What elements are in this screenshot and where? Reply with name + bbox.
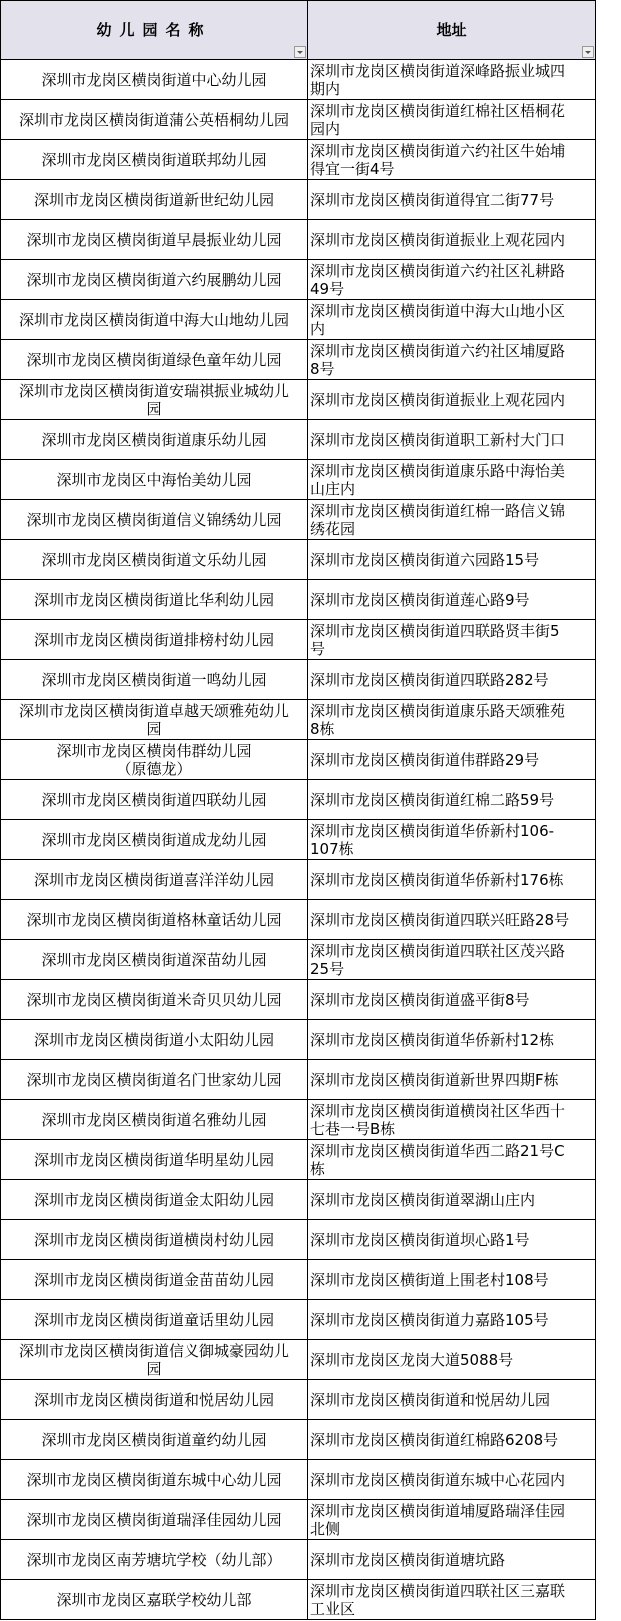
cell-name[interactable]: 深圳市龙岗区横岗街道名雅幼儿园 <box>1 1100 308 1139</box>
cell-name[interactable]: 深圳市龙岗区横岗街道蒲公英梧桐幼儿园 <box>1 100 308 139</box>
table-row <box>1 1220 596 1260</box>
cell-address[interactable]: 深圳市龙岗区横岗街道坝心路1号 <box>308 1220 596 1259</box>
cell-address[interactable]: 深圳市龙岗区横岗街道华侨新村12栋 <box>308 1020 596 1059</box>
table-row <box>1 1180 596 1220</box>
cell-address[interactable]: 深圳市龙岗区横岗街道中海大山地小区 内 <box>308 300 596 339</box>
table-row <box>1 1380 596 1420</box>
cell-address[interactable]: 深圳市龙岗区横岗街道盛平街8号 <box>308 980 596 1019</box>
cell-address[interactable]: 深圳市龙岗区龙岗大道5088号 <box>308 1340 596 1379</box>
filter-dropdown-icon[interactable] <box>294 46 306 58</box>
table-row <box>1 1540 596 1580</box>
cell-address[interactable]: 深圳市龙岗区横岗街道六约社区礼耕路 49号 <box>308 260 596 299</box>
table-row <box>1 1260 596 1300</box>
table-row <box>1 1020 596 1060</box>
cell-name[interactable]: 深圳市龙岗区横岗街道小太阳幼儿园 <box>1 1020 308 1059</box>
table-row <box>1 100 596 140</box>
cell-address[interactable]: 深圳市龙岗区横岗街道振业上观花园内 <box>308 380 596 419</box>
table-row <box>1 420 596 460</box>
cell-address[interactable]: 深圳市龙岗区横岗街道四联路282号 <box>308 660 596 699</box>
cell-address[interactable]: 深圳市龙岗区横岗街道六园路15号 <box>308 540 596 579</box>
table-row <box>1 1420 596 1460</box>
cell-name[interactable]: 深圳市龙岗区横岗街道金太阳幼儿园 <box>1 1180 308 1219</box>
cell-address[interactable]: 深圳市龙岗区横岗街道红棉路6208号 <box>308 1420 596 1459</box>
header-row <box>1 0 596 60</box>
cell-name[interactable]: 深圳市龙岗区横岗街道绿色童年幼儿园 <box>1 340 308 379</box>
cell-address[interactable]: 深圳市龙岗区横岗街道莲心路9号 <box>308 580 596 619</box>
cell-address[interactable]: 深圳市龙岗区横岗街道华侨新村106- 107栋 <box>308 820 596 859</box>
cell-name[interactable]: 深圳市龙岗区横岗街道格林童话幼儿园 <box>1 900 308 939</box>
cell-name[interactable]: 深圳市龙岗区横岗街道文乐幼儿园 <box>1 540 308 579</box>
table-row <box>1 620 596 660</box>
cell-name[interactable]: 深圳市龙岗区横岗街道米奇贝贝幼儿园 <box>1 980 308 1019</box>
cell-address[interactable]: 深圳市龙岗区横岗街道埔厦路瑞泽佳园 北侧 <box>308 1500 596 1539</box>
table-row <box>1 180 596 220</box>
cell-name[interactable]: 深圳市龙岗区横岗街道新世纪幼儿园 <box>1 180 308 219</box>
cell-address[interactable]: 深圳市龙岗区横岗街道四联社区茂兴路 25号 <box>308 940 596 979</box>
table-row <box>1 580 596 620</box>
table-row <box>1 1300 596 1340</box>
cell-name[interactable]: 深圳市龙岗区横岗伟群幼儿园 （原德龙） <box>1 740 308 779</box>
cell-name[interactable]: 深圳市龙岗区横岗街道华明星幼儿园 <box>1 1140 308 1179</box>
cell-address[interactable]: 深圳市龙岗区横岗街道红棉一路信义锦 绣花园 <box>308 500 596 539</box>
cell-name[interactable]: 深圳市龙岗区中海怡美幼儿园 <box>1 460 308 499</box>
cell-name[interactable]: 深圳市龙岗区横岗街道中海大山地幼儿园 <box>1 300 308 339</box>
cell-address[interactable]: 深圳市龙岗区横岗街道红棉社区梧桐花 园内 <box>308 100 596 139</box>
table-row <box>1 60 596 100</box>
filter-dropdown-icon[interactable] <box>582 46 594 58</box>
cell-address[interactable]: 深圳市龙岗区横岗街道四联路贤丰街5 号 <box>308 620 596 659</box>
table-body <box>1 60 596 1620</box>
table-row <box>1 1340 596 1380</box>
cell-name[interactable]: 深圳市龙岗区横岗街道比华利幼儿园 <box>1 580 308 619</box>
table-row <box>1 1060 596 1100</box>
cell-name[interactable]: 深圳市龙岗区横岗街道康乐幼儿园 <box>1 420 308 459</box>
cell-address[interactable]: 深圳市龙岗区横街道上围老村108号 <box>308 1260 596 1299</box>
cell-name[interactable]: 深圳市龙岗区横岗街道金苗苗幼儿园 <box>1 1260 308 1299</box>
cell-name[interactable]: 深圳市龙岗区横岗街道早晨振业幼儿园 <box>1 220 308 259</box>
cell-address[interactable]: 深圳市龙岗区横岗街道塘坑路 <box>308 1540 596 1579</box>
cell-name[interactable]: 深圳市龙岗区横岗街道名门世家幼儿园 <box>1 1060 308 1099</box>
cell-name[interactable]: 深圳市龙岗区横岗街道喜洋洋幼儿园 <box>1 860 308 899</box>
cell-address[interactable]: 深圳市龙岗区横岗街道翠湖山庄内 <box>308 1180 596 1219</box>
cell-address[interactable]: 深圳市龙岗区横岗街道得宜二街77号 <box>308 180 596 219</box>
cell-name[interactable]: 深圳市龙岗区横岗街道成龙幼儿园 <box>1 820 308 859</box>
cell-address[interactable]: 深圳市龙岗区横岗街道四联社区三嘉联 工业区 <box>308 1580 596 1619</box>
cell-name[interactable]: 深圳市龙岗区横岗街道和悦居幼儿园 <box>1 1380 308 1419</box>
table-row <box>1 1100 596 1140</box>
cell-address[interactable]: 深圳市龙岗区横岗街道东城中心花园内 <box>308 1460 596 1499</box>
table-row <box>1 1140 596 1180</box>
column-header-name[interactable] <box>1 1 308 59</box>
cell-address[interactable]: 深圳市龙岗区横岗街道康乐路天颂雅苑 8栋 <box>308 700 596 739</box>
table-row <box>1 940 596 980</box>
table-row <box>1 1500 596 1540</box>
cell-name[interactable]: 深圳市龙岗区横岗街道横岗村幼儿园 <box>1 1220 308 1259</box>
table-row <box>1 820 596 860</box>
table-row <box>1 540 596 580</box>
cell-address[interactable]: 深圳市龙岗区横岗街道康乐路中海怡美 山庄内 <box>308 460 596 499</box>
cell-name[interactable]: 深圳市龙岗区横岗街道童话里幼儿园 <box>1 1300 308 1339</box>
cell-address[interactable]: 深圳市龙岗区横岗街道六约社区埔厦路 8号 <box>308 340 596 379</box>
cell-address[interactable]: 深圳市龙岗区横岗街道振业上观花园内 <box>308 220 596 259</box>
cell-name[interactable]: 深圳市龙岗区横岗街道安瑞祺振业城幼儿 园 <box>1 380 308 419</box>
cell-name[interactable]: 深圳市龙岗区横岗街道信义锦绣幼儿园 <box>1 500 308 539</box>
table-row <box>1 780 596 820</box>
table-row <box>1 980 596 1020</box>
cell-name[interactable]: 深圳市龙岗区横岗街道排榜村幼儿园 <box>1 620 308 659</box>
cell-name[interactable]: 深圳市龙岗区横岗街道六约展鹏幼儿园 <box>1 260 308 299</box>
cell-name[interactable]: 深圳市龙岗区南芳塘坑学校（幼儿部） <box>1 1540 308 1579</box>
table-row <box>1 220 596 260</box>
cell-address[interactable]: 深圳市龙岗区横岗街道横岗社区华西十 七巷一号B栋 <box>308 1100 596 1139</box>
column-header-address-label: 地址 <box>436 21 467 39</box>
cell-name[interactable]: 深圳市龙岗区横岗街道联邦幼儿园 <box>1 140 308 179</box>
cell-address[interactable]: 深圳市龙岗区横岗街道深峰路振业城四 期内 <box>308 60 596 99</box>
cell-address[interactable]: 深圳市龙岗区横岗街道和悦居幼儿园 <box>308 1380 596 1419</box>
cell-address[interactable]: 深圳市龙岗区横岗街道红棉二路59号 <box>308 780 596 819</box>
column-header-address[interactable] <box>308 1 596 59</box>
cell-name[interactable]: 深圳市龙岗区横岗街道一鸣幼儿园 <box>1 660 308 699</box>
table-row <box>1 740 596 780</box>
cell-name[interactable]: 深圳市龙岗区横岗街道东城中心幼儿园 <box>1 1460 308 1499</box>
table-row <box>1 380 596 420</box>
cell-address[interactable]: 深圳市龙岗区横岗街道伟群路29号 <box>308 740 596 779</box>
cell-address[interactable]: 深圳市龙岗区横岗街道四联兴旺路28号 <box>308 900 596 939</box>
cell-name[interactable]: 深圳市龙岗区横岗街道深苗幼儿园 <box>1 940 308 979</box>
table-row <box>1 700 596 740</box>
table-row <box>1 1460 596 1500</box>
cell-name[interactable]: 深圳市龙岗区横岗街道瑞泽佳园幼儿园 <box>1 1500 308 1539</box>
cell-address[interactable]: 深圳市龙岗区横岗街道六约社区牛始埔 得宜一街4号 <box>308 140 596 179</box>
table-row <box>1 500 596 540</box>
cell-name[interactable]: 深圳市龙岗区横岗街道四联幼儿园 <box>1 780 308 819</box>
cell-name[interactable]: 深圳市龙岗区横岗街道中心幼儿园 <box>1 60 308 99</box>
cell-name[interactable]: 深圳市龙岗区横岗街道卓越天颂雅苑幼儿 园 <box>1 700 308 739</box>
column-header-name-label: 幼儿园名称 <box>96 21 212 39</box>
table-row <box>1 140 596 180</box>
table-row <box>1 860 596 900</box>
cell-address[interactable]: 深圳市龙岗区横岗街道职工新村大门口 <box>308 420 596 459</box>
cell-name[interactable]: 深圳市龙岗区横岗街道信义御城豪园幼儿 园 <box>1 1340 308 1379</box>
cell-address[interactable]: 深圳市龙岗区横岗街道力嘉路105号 <box>308 1300 596 1339</box>
table-row <box>1 340 596 380</box>
table-row <box>1 660 596 700</box>
table-row <box>1 900 596 940</box>
cell-name[interactable]: 深圳市龙岗区嘉联学校幼儿部 <box>1 1580 308 1619</box>
cell-name[interactable]: 深圳市龙岗区横岗街道童约幼儿园 <box>1 1420 308 1459</box>
cell-address[interactable]: 深圳市龙岗区横岗街道华西二路21号C 栋 <box>308 1140 596 1179</box>
table-row <box>1 300 596 340</box>
table-row <box>1 260 596 300</box>
cell-address[interactable]: 深圳市龙岗区横岗街道华侨新村176栋 <box>308 860 596 899</box>
cell-address[interactable]: 深圳市龙岗区横岗街道新世界四期F栋 <box>308 1060 596 1099</box>
table-row <box>1 460 596 500</box>
table-row <box>1 1580 596 1620</box>
